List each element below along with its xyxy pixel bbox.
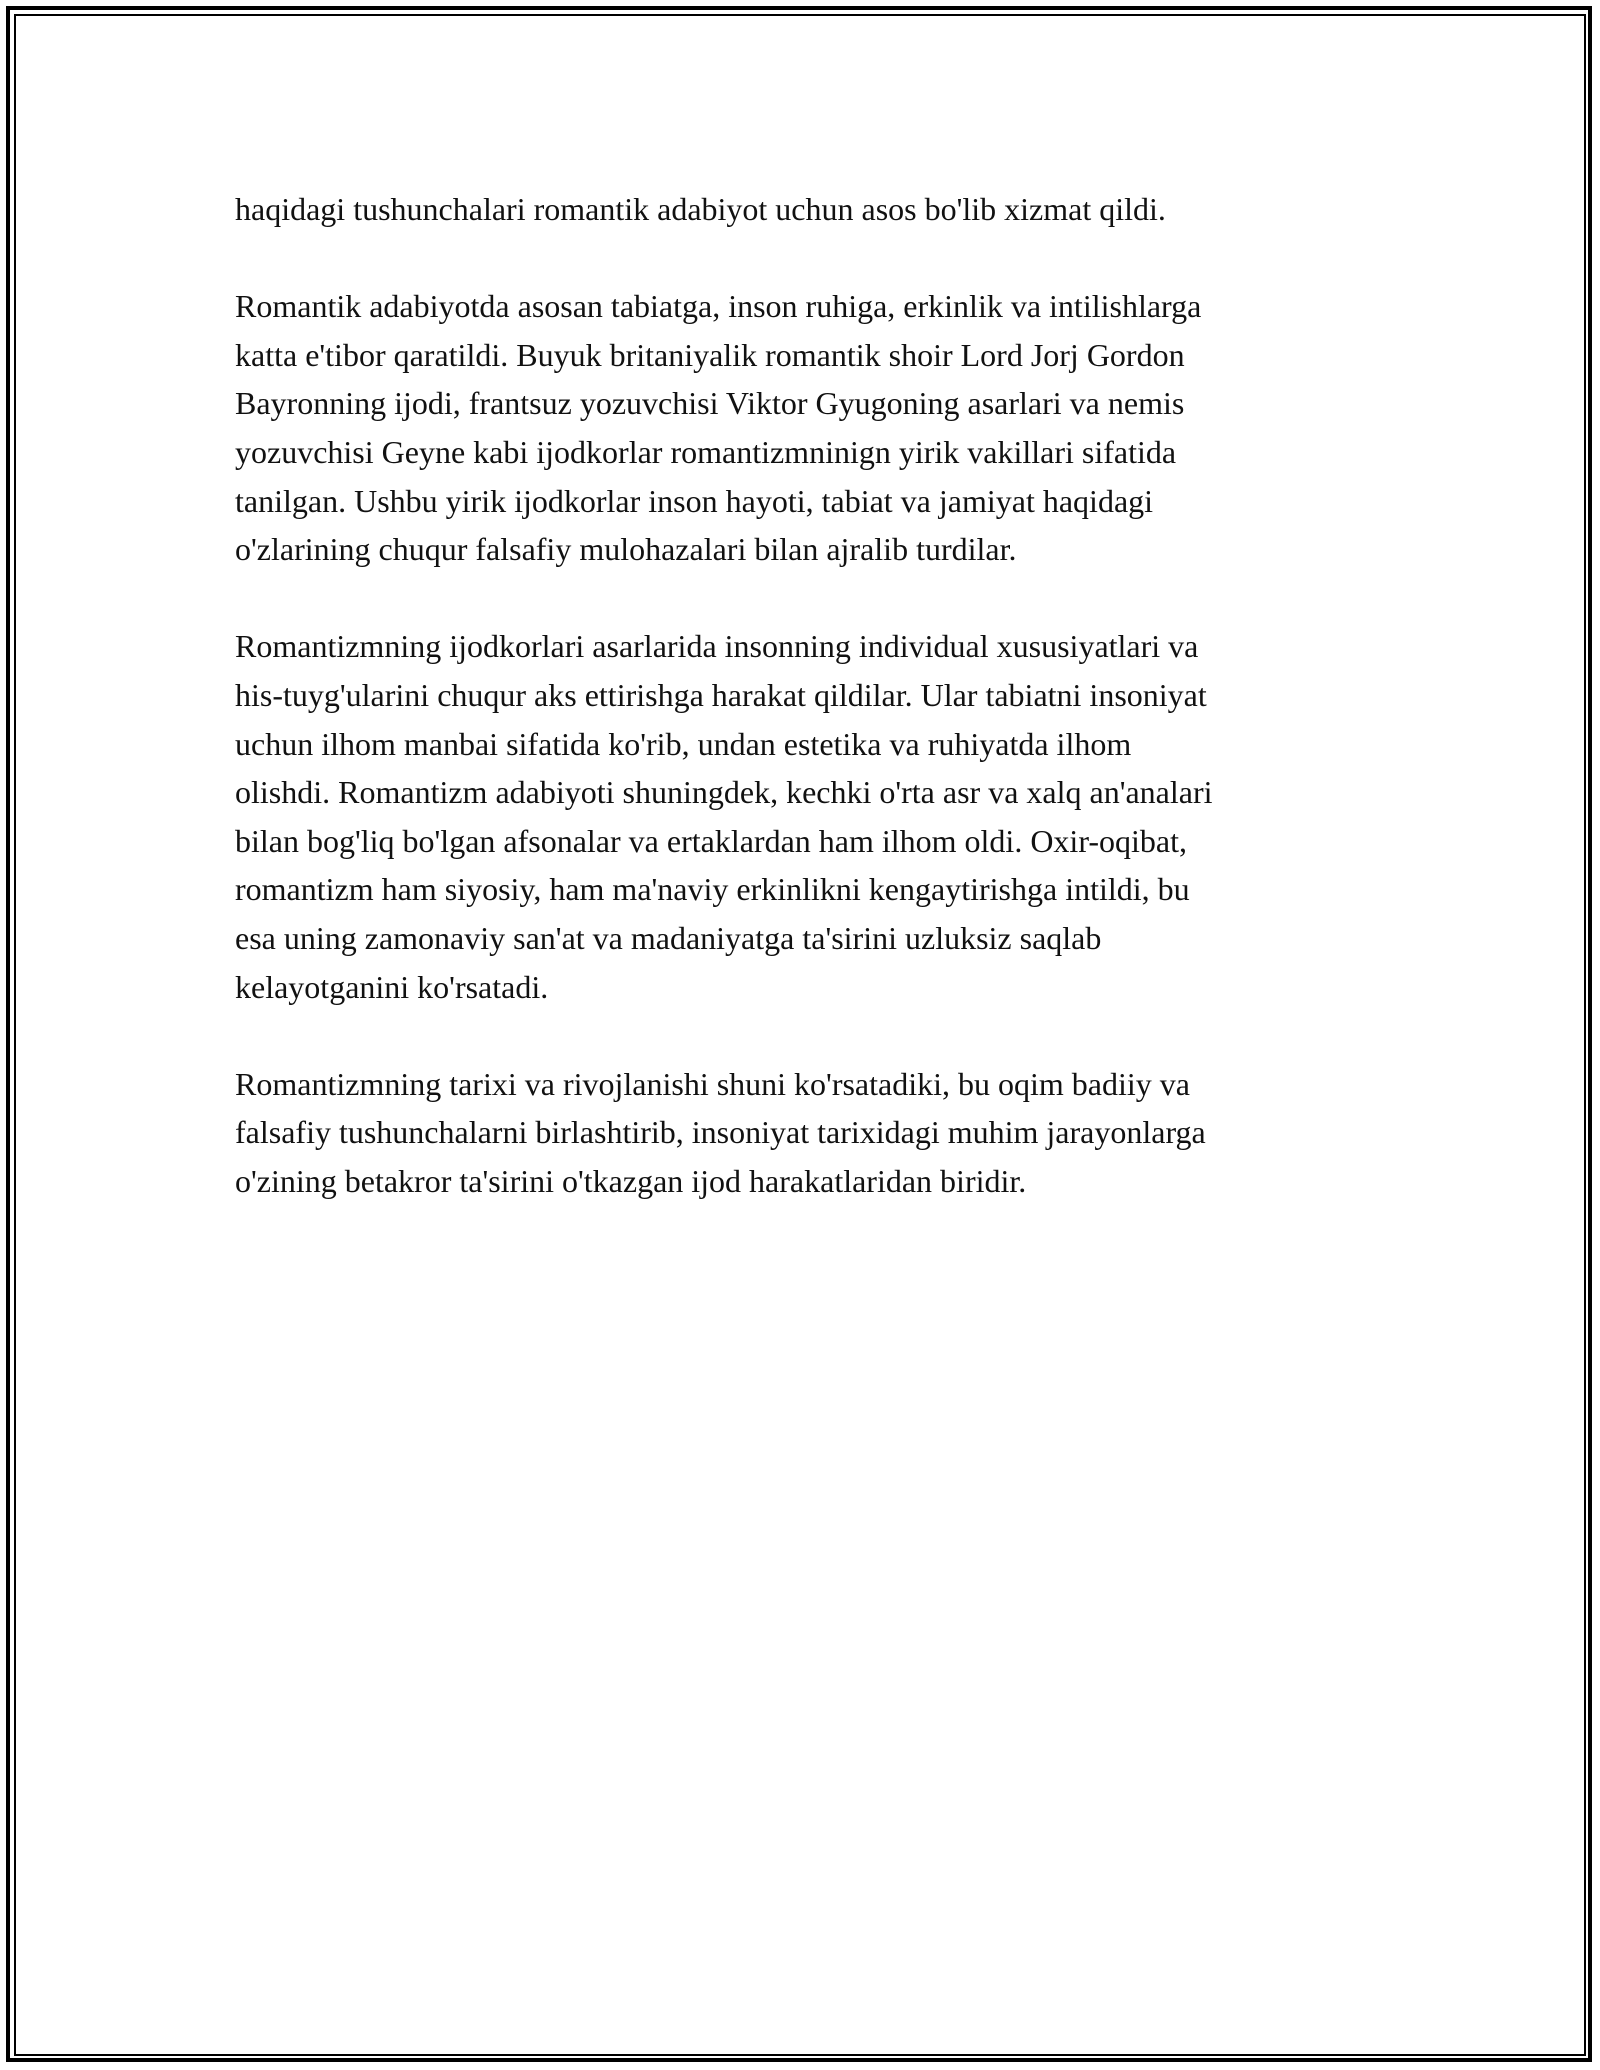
text-line: Romantizmning tarixi va rivojlanishi shuni ko'rsatadiki, bu oqim badiiy va [235,1065,1190,1102]
text-line: o'zining betakror ta'sirini o'tkazgan ijod harakatlaridan biridir. [235,1162,1027,1199]
text-line: esa uning zamonaviy san'at va madaniyatga ta'sirini uzluksiz saqlab [235,919,1102,956]
paragraph-2 [235,282,1385,574]
text-line: haqidagi tushunchalari romantik adabiyot uchun asos bo'lib xizmat qildi. [235,191,1166,227]
paragraph-1 [235,185,1385,234]
document-body [235,185,1385,1205]
text-line: katta e'tibor qaratildi. Buyuk britaniyalik romantik shoir Lord Jorj Gordon [235,336,1185,373]
text-line: kelayotganini ko'rsatadi. [235,968,549,1005]
paragraph-3 [235,622,1385,1011]
text-line: bilan bog'liq bo'lgan afsonalar va ertaklardan ham ilhom oldi. Oxir-oqibat, [235,822,1187,859]
text-line: olishdi. Romantizm adabiyoti shuningdek, kechki o'rta asr va xalq an'analari [235,774,1213,811]
text-line: yozuvchisi Geyne kabi ijodkorlar romantizmninign yirik vakillari sifatida [235,433,1177,470]
text-line: Romantik adabiyotda asosan tabiatga, inson ruhiga, erkinlik va intilishlarga [235,288,1202,325]
text-line: Romantizmning ijodkorlari asarlarida insonning individual xususiyatlari va [235,628,1199,665]
text-line: uchun ilhom manbai sifatida ko'rib, undan estetika va ruhiyatda ilhom [235,725,1132,762]
text-line: o'zlarining chuqur falsafiy mulohazalari bilan ajralib turdilar. [235,531,1017,568]
text-line: Bayronning ijodi, frantsuz yozuvchisi Viktor Gyugoning asarlari va nemis [235,385,1185,422]
text-line: falsafiy tushunchalarni birlashtirib, insoniyat tarixidagi muhim jarayonlarga [235,1114,1206,1151]
text-line: tanilgan. Ushbu yirik ijodkorlar inson hayoti, tabiat va jamiyat haqidagi [235,482,1154,519]
text-line: romantizm ham siyosiy, ham ma'naviy erkinlikni kengaytirishga intildi, bu [235,871,1190,908]
paragraph-4 [235,1060,1385,1206]
text-line: his-tuyg'ularini chuqur aks ettirishga harakat qildilar. Ular tabiatni insoniyat [235,676,1207,713]
